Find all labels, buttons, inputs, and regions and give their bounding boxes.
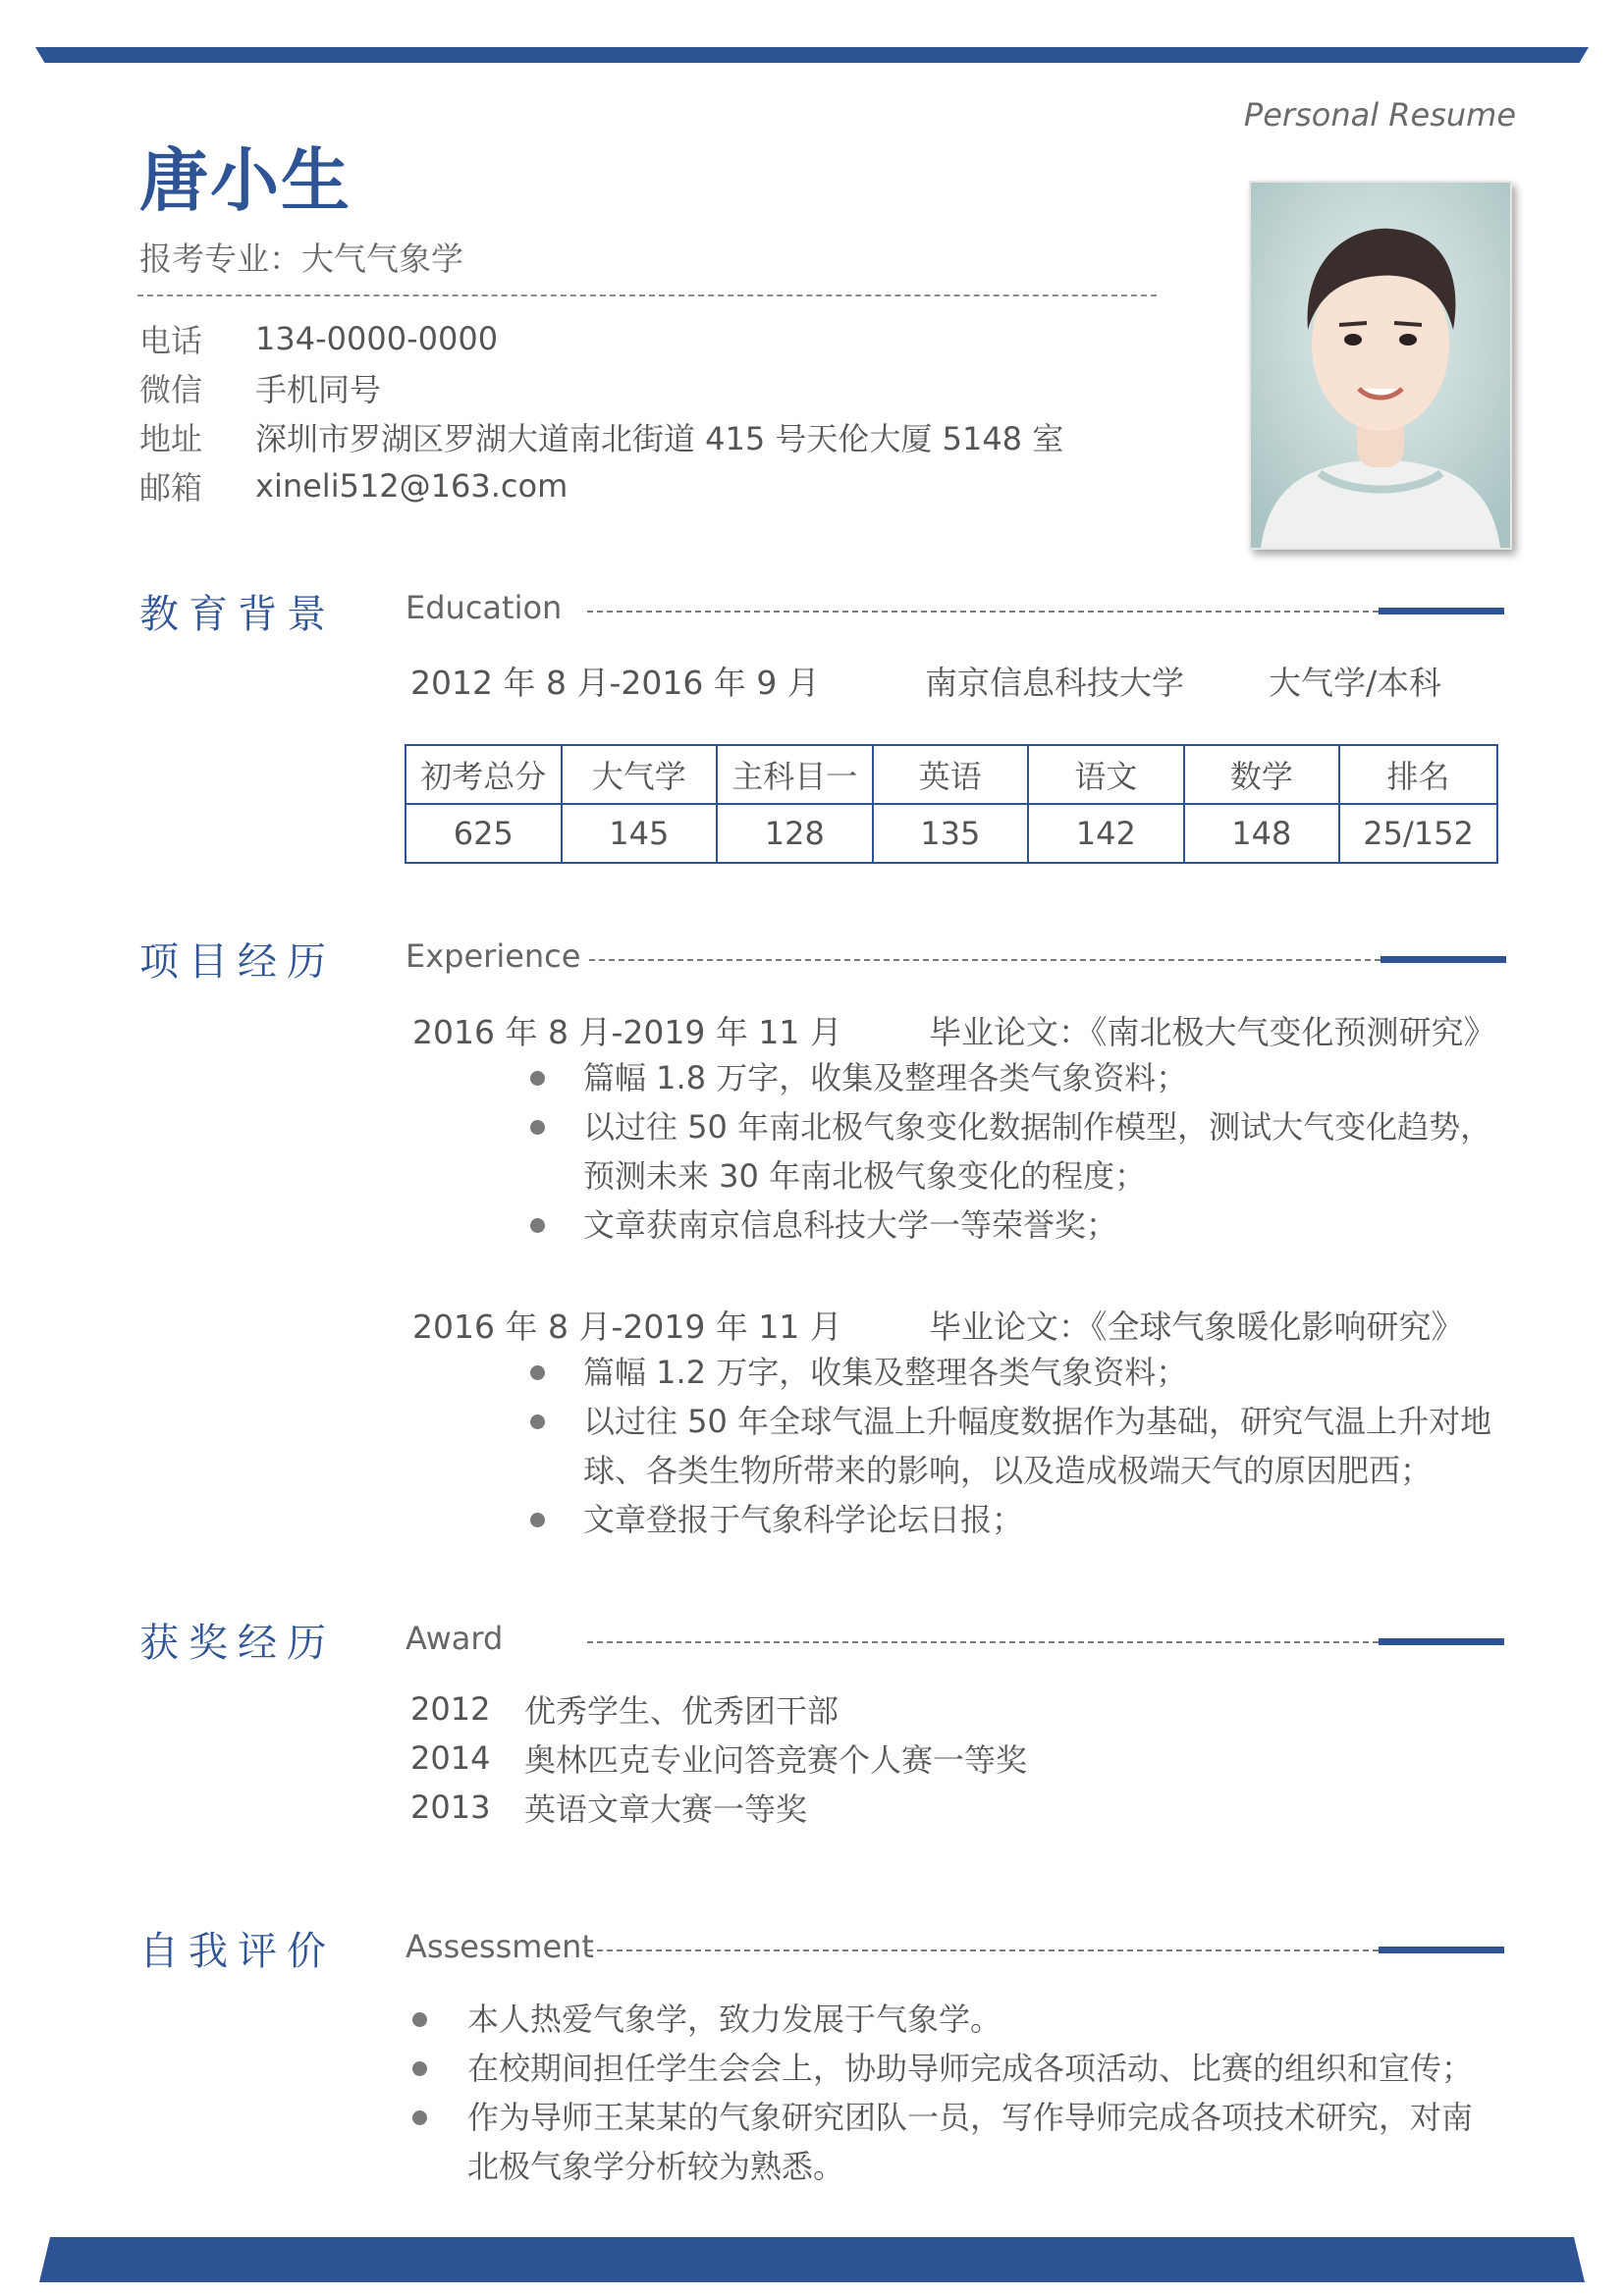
award-text: 优秀学生、优秀团干部	[524, 1692, 839, 1730]
top-decor-bar	[35, 47, 1589, 63]
bullet-text: 本人热爱气象学，致力发展于气象学。	[467, 2001, 1002, 2038]
award-text: 英语文章大赛一等奖	[524, 1790, 808, 1828]
bullet-dot-icon	[412, 2012, 427, 2027]
list-item	[412, 2093, 1492, 2191]
award-item	[410, 1734, 1027, 1783]
bullet-text: 在校期间担任学生会会上，协助导师完成各项活动、比赛的组织和宣传；	[467, 2050, 1474, 2087]
score-header-cell: 初考总分	[406, 745, 562, 804]
score-value-cell: 625	[406, 804, 562, 863]
phone-value: 134-0000-0000	[255, 320, 499, 357]
list-item	[530, 1102, 1492, 1201]
experience-title: 项目经历	[139, 939, 336, 985]
education-title-en: Education	[406, 589, 563, 626]
contact-label: 邮箱	[139, 469, 203, 507]
project-1-period: 2016 年 8 月-2019 年 11 月	[412, 1013, 842, 1051]
score-header-cell: 排名	[1339, 745, 1497, 804]
header-divider	[137, 294, 1157, 296]
list-item	[530, 1397, 1492, 1495]
contact-label: 地址	[139, 420, 203, 457]
experience-divider	[589, 959, 1380, 961]
bullet-text: 以过往 50 年全球气温上升幅度数据作为基础，研究气温上升对地球、各类生物所带来的影响，以及造成极端天气的原因肥西；	[583, 1403, 1492, 1489]
contact-label: 电话	[139, 322, 203, 359]
list-item	[412, 1995, 1492, 2044]
award-title-en: Award	[406, 1620, 504, 1657]
assessment-accent-bar	[1379, 1947, 1504, 1953]
project-1-bullets	[530, 1053, 1492, 1250]
contact-address	[139, 412, 1063, 461]
bullet-text: 以过往 50 年南北极气象变化数据制作模型，测试大气变化趋势，预测未来 30 年南北极气象变化的程度；	[583, 1108, 1492, 1195]
project-1-title: 毕业论文：《南北极大气变化预测研究》	[929, 1013, 1496, 1051]
bullet-dot-icon	[412, 2110, 427, 2125]
list-item	[530, 1201, 1492, 1250]
contact-email	[139, 461, 1063, 510]
award-year: 2012	[410, 1690, 491, 1728]
email-value: xineli512@163.com	[255, 467, 568, 505]
address-value: 深圳市罗湖区罗湖大道南北街道 415 号天伦大厦 5148 室	[255, 420, 1064, 457]
award-year: 2014	[410, 1739, 491, 1777]
resume-tagline: Personal Resume	[1243, 96, 1516, 133]
score-value-cell: 25/152	[1339, 804, 1497, 863]
award-item	[410, 1783, 807, 1832]
award-divider	[587, 1641, 1379, 1643]
bullet-text: 作为导师王某某的气象研究团队一员，写作导师完成各项技术研究，对南北极气象学分析较为熟悉。	[467, 2099, 1474, 2185]
bottom-decor-bar	[39, 2237, 1585, 2282]
award-title: 获奖经历	[139, 1621, 336, 1666]
bullet-dot-icon	[530, 1513, 545, 1527]
project-2-bullets	[530, 1348, 1492, 1544]
score-value-cell: 145	[562, 804, 718, 863]
applied-major: 报考专业：大气气象学	[139, 240, 463, 278]
score-value-cell: 135	[873, 804, 1029, 863]
assessment-title: 自我评价	[139, 1929, 336, 1974]
contact-phone	[139, 314, 1063, 363]
contact-info	[139, 314, 1063, 510]
bullet-text: 篇幅 1.2 万字，收集及整理各类气象资料；	[583, 1354, 1188, 1391]
score-value-cell: 128	[717, 804, 873, 863]
education-title: 教育背景	[139, 592, 336, 637]
education-accent-bar	[1379, 608, 1504, 614]
award-item	[410, 1684, 839, 1734]
score-table	[405, 744, 1498, 864]
experience-accent-bar	[1380, 956, 1506, 963]
assessment-title-en: Assessment	[406, 1928, 594, 1965]
contact-label: 微信	[139, 371, 203, 408]
score-header-cell: 语文	[1028, 745, 1184, 804]
score-header-cell: 数学	[1184, 745, 1340, 804]
score-value-cell: 148	[1184, 804, 1340, 863]
score-header-cell: 大气学	[562, 745, 718, 804]
score-header-row	[406, 745, 1497, 804]
profile-photo	[1249, 181, 1512, 550]
bullet-dot-icon	[530, 1365, 545, 1380]
experience-title-en: Experience	[406, 937, 581, 975]
bullet-dot-icon	[530, 1415, 545, 1429]
list-item	[530, 1348, 1492, 1397]
bullet-text: 文章登报于气象科学论坛日报；	[583, 1501, 1024, 1538]
assessment-divider	[587, 1949, 1379, 1951]
bullet-dot-icon	[530, 1071, 545, 1086]
score-header-cell: 英语	[873, 745, 1029, 804]
award-year: 2013	[410, 1789, 491, 1826]
portrait-illustration	[1251, 183, 1510, 548]
assessment-bullets	[412, 1995, 1492, 2191]
bullet-text: 文章获南京信息科技大学一等荣誉奖；	[583, 1206, 1118, 1244]
score-header-cell: 主科目一	[717, 745, 873, 804]
education-school: 南京信息科技大学	[925, 664, 1184, 702]
bullet-dot-icon	[530, 1218, 545, 1233]
award-text: 奥林匹克专业问答竞赛个人赛一等奖	[524, 1741, 1028, 1779]
score-value-cell: 142	[1028, 804, 1184, 863]
bullet-dot-icon	[412, 2061, 427, 2076]
list-item	[530, 1495, 1492, 1544]
wechat-value: 手机同号	[255, 371, 382, 408]
score-value-row	[406, 804, 1497, 863]
bullet-text: 篇幅 1.8 万字，收集及整理各类气象资料；	[583, 1059, 1188, 1096]
list-item	[412, 2044, 1492, 2093]
education-degree: 大气学/本科	[1269, 664, 1442, 702]
award-accent-bar	[1379, 1638, 1504, 1645]
bullet-dot-icon	[530, 1120, 545, 1135]
contact-wechat	[139, 363, 1063, 412]
list-item	[530, 1053, 1492, 1102]
candidate-name: 唐小生	[139, 140, 352, 221]
education-period: 2012 年 8 月-2016 年 9 月	[410, 664, 820, 702]
project-2-period: 2016 年 8 月-2019 年 11 月	[412, 1308, 842, 1346]
education-divider	[587, 611, 1379, 613]
project-2-title: 毕业论文：《全球气象暖化影响研究》	[929, 1308, 1464, 1346]
